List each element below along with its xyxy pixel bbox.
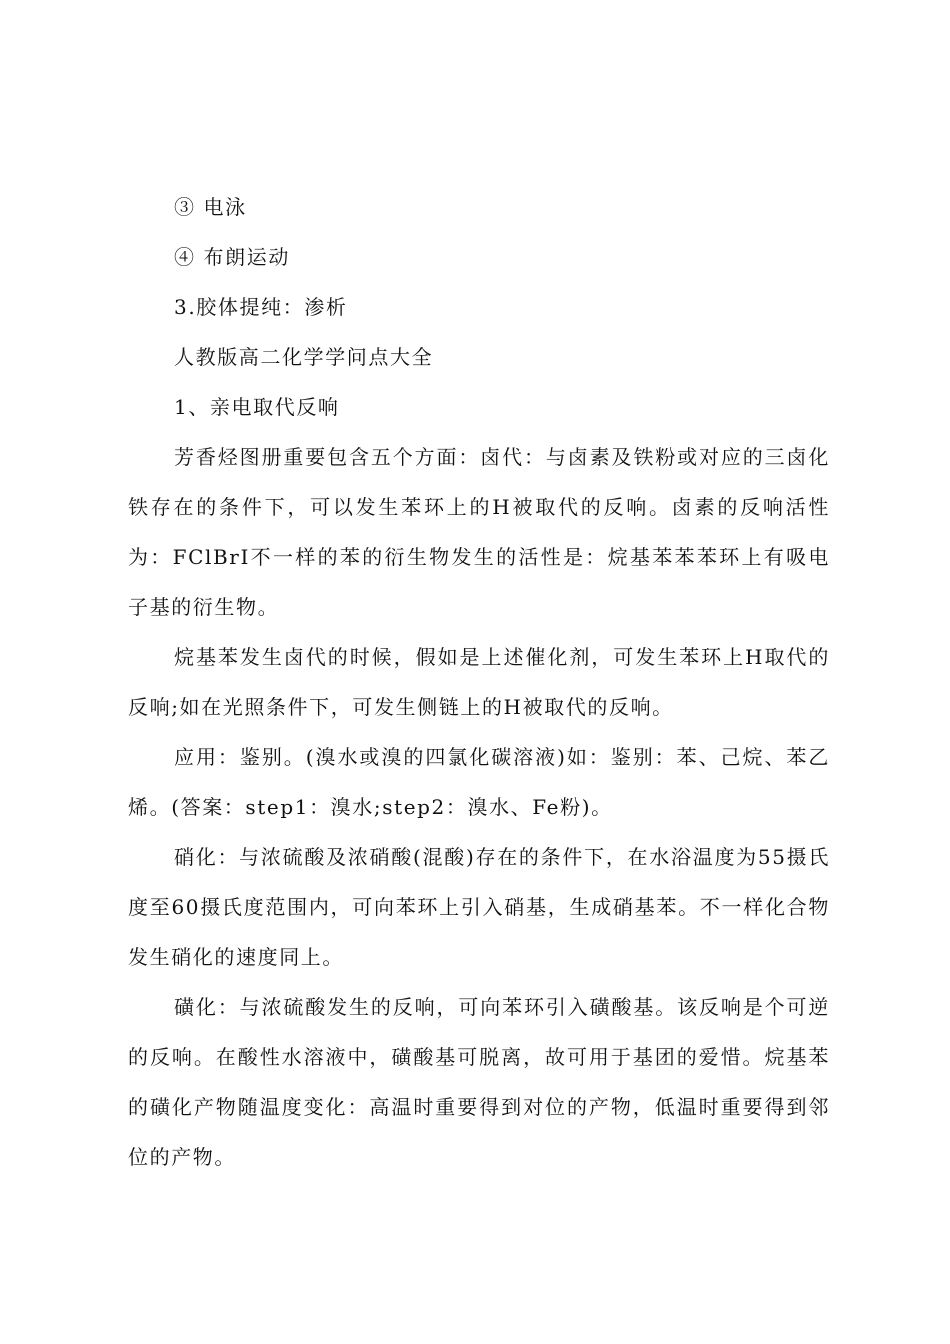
paragraph-alkylbenzene: 烷基苯发生卤代的时候，假如是上述催化剂，可发生苯环上H取代的反响;如在光照条件下，可发生侧链上的H被取代的反响。: [128, 645, 830, 719]
section-title: 人教版高二化学学问点大全: [174, 345, 434, 369]
paragraph-application: 应用：鉴别。(溴水或溴的四氯化碳溶液)如：鉴别：苯、己烷、苯乙烯。(答案：step1：溴水;step2：溴水、Fe粉)。: [128, 745, 830, 819]
colloid-purification-line: 3.胶体提纯：渗析: [174, 295, 348, 319]
list-item-electrophoresis: ③ 电泳: [174, 195, 247, 219]
document-body: [128, 182, 830, 1182]
paragraph-halogenation: 芳香烃图册重要包含五个方面：卤代：与卤素及铁粉或对应的三卤化铁存在的条件下，可以发生苯环上的H被取代的反响。卤素的反响活性为：FClBrI不一样的苯的衍生物发生的活性是：烷基苯苯苯环上有吸电子基的衍生物。: [128, 445, 830, 619]
paragraph-sulfonation: 磺化：与浓硫酸发生的反响，可向苯环引入磺酸基。该反响是个可逆的反响。在酸性水溶液中，磺酸基可脱离，故可用于基团的爱惜。烷基苯的磺化产物随温度变化：高温时重要得到对位的产物，低温时重要得到邻位的产物。: [128, 995, 830, 1169]
subsection-heading: 1、亲电取代反响: [174, 395, 340, 419]
list-item-brownian-motion: ④ 布朗运动: [174, 245, 290, 269]
paragraph-nitration: 硝化：与浓硫酸及浓硝酸(混酸)存在的条件下，在水浴温度为55摄氏度至60摄氏度范围内，可向苯环上引入硝基，生成硝基苯。不一样化合物发生硝化的速度同上。: [128, 845, 830, 969]
